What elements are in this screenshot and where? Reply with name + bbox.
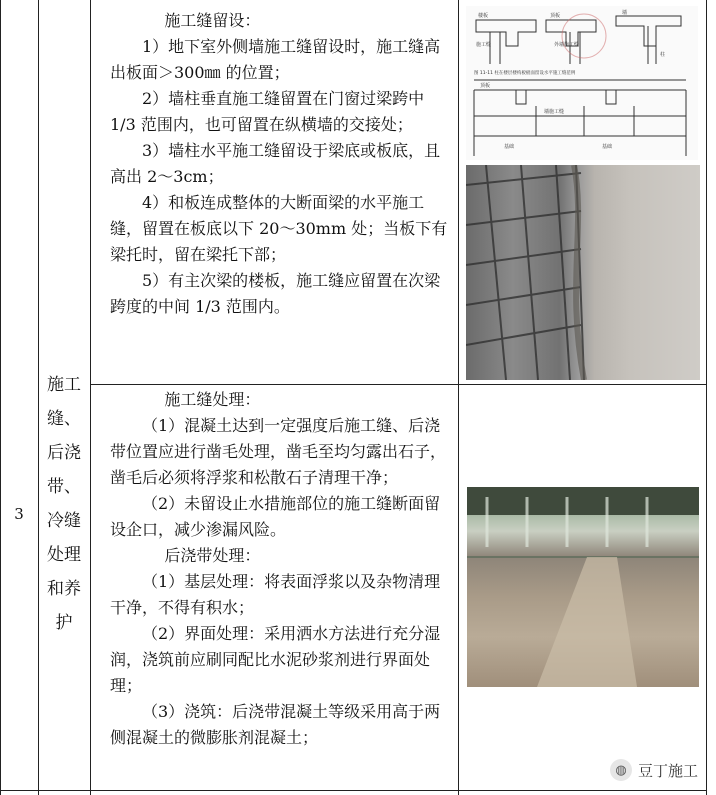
table-border-left xyxy=(0,0,1,795)
category-line: 缝、 xyxy=(47,409,81,429)
section-heading: 施工缝处理： xyxy=(164,390,261,409)
text-paragraph: 2）墙柱垂直施工缝留置在门窗过梁跨中 1/3 范围内，也可留置在纵横墙的交接处； xyxy=(110,89,425,134)
text-paragraph: （3）浇筑：后浇带混凝土等级采用高于两侧混凝土的微膨胀剂混凝土； xyxy=(110,702,441,747)
drawing-label: 墙 xyxy=(622,10,628,16)
category-line: 冷缝 xyxy=(47,511,81,531)
text-paragraph: （2）界面处理：采用洒水方法进行充分湿润，浇筑前应刷同配比水泥砂浆剂进行界面处理； xyxy=(110,624,441,695)
drawing-label: 顶板 xyxy=(550,13,561,19)
drawing-caption: 图 11-11 柱在楼层楼构板板面留设水平施工缝范例 xyxy=(474,71,576,76)
watermark xyxy=(610,759,698,781)
text-paragraph: 1）地下室外侧墙施工缝留设时，施工缝高出板面＞300㎜ 的位置； xyxy=(110,37,441,82)
section-joint-treatment xyxy=(110,387,455,751)
category-cell xyxy=(42,368,86,640)
table-divider-2 xyxy=(90,0,91,795)
table-border-bottom xyxy=(0,790,707,791)
table-divider-3 xyxy=(458,0,459,795)
row-divider xyxy=(90,384,706,385)
category-line: 和养 xyxy=(47,579,81,599)
text-paragraph: （1）混凝土达到一定强度后施工缝、后浇带位置应进行凿毛处理，凿毛至均匀露出石子，凿毛后必须将浮浆和松散石子清理干净； xyxy=(110,416,447,487)
watermark-text: 豆丁施工 xyxy=(637,761,698,780)
drawing-label: 柱 xyxy=(660,52,666,58)
drawing-svg xyxy=(466,6,698,160)
section-construction-joint-placement xyxy=(110,8,455,320)
rebar-joint-photo xyxy=(466,165,700,380)
drawing-label: 外墙施工缝 xyxy=(554,42,580,48)
construction-joint-drawing xyxy=(466,6,698,160)
drawing-label: 施工缝 xyxy=(476,42,492,48)
table-border-right xyxy=(706,0,707,795)
category-line: 护 xyxy=(55,613,73,633)
row-number: 3 xyxy=(14,505,24,523)
text-paragraph: 5）有主次梁的楼板，施工缝应留置在次梁跨度的中间 1/3 范围内。 xyxy=(110,271,441,316)
text-paragraph: 4）和板连成整体的大断面梁的水平施工缝，留置在板底以下 20～30mm 处；当板下有梁托时，留在梁托下部； xyxy=(110,193,448,264)
site-illustration xyxy=(467,487,699,687)
text-paragraph: （1）基层处理：将表面浮浆以及杂物清理干净，不得有积水； xyxy=(110,572,441,617)
wechat-icon: ◍ xyxy=(610,759,632,781)
drawing-label: 基础 xyxy=(504,144,515,150)
drawing-label: 基础 xyxy=(602,144,613,150)
category-line: 带、 xyxy=(47,477,81,497)
section-heading: 后浇带处理： xyxy=(164,546,261,565)
drawing-label: 楼板 xyxy=(478,13,489,19)
section-heading: 施工缝留设： xyxy=(164,11,261,30)
text-paragraph: 3）墙柱水平施工缝留设于梁底或板底，且高出 2～3cm； xyxy=(110,141,441,186)
table-divider-1 xyxy=(38,0,39,795)
drawing-label: 顶板 xyxy=(480,83,491,89)
drawing-label: 墙施工缝 xyxy=(544,109,565,115)
rebar-illustration xyxy=(466,165,700,380)
post-pour-strip-photo xyxy=(467,487,699,687)
text-paragraph: （2）未留设止水措施部位的施工缝断面留设企口，减少渗漏风险。 xyxy=(110,494,441,539)
category-line: 后浇 xyxy=(47,443,81,463)
category-line: 处理 xyxy=(47,545,81,565)
category-line: 施工 xyxy=(47,375,81,395)
